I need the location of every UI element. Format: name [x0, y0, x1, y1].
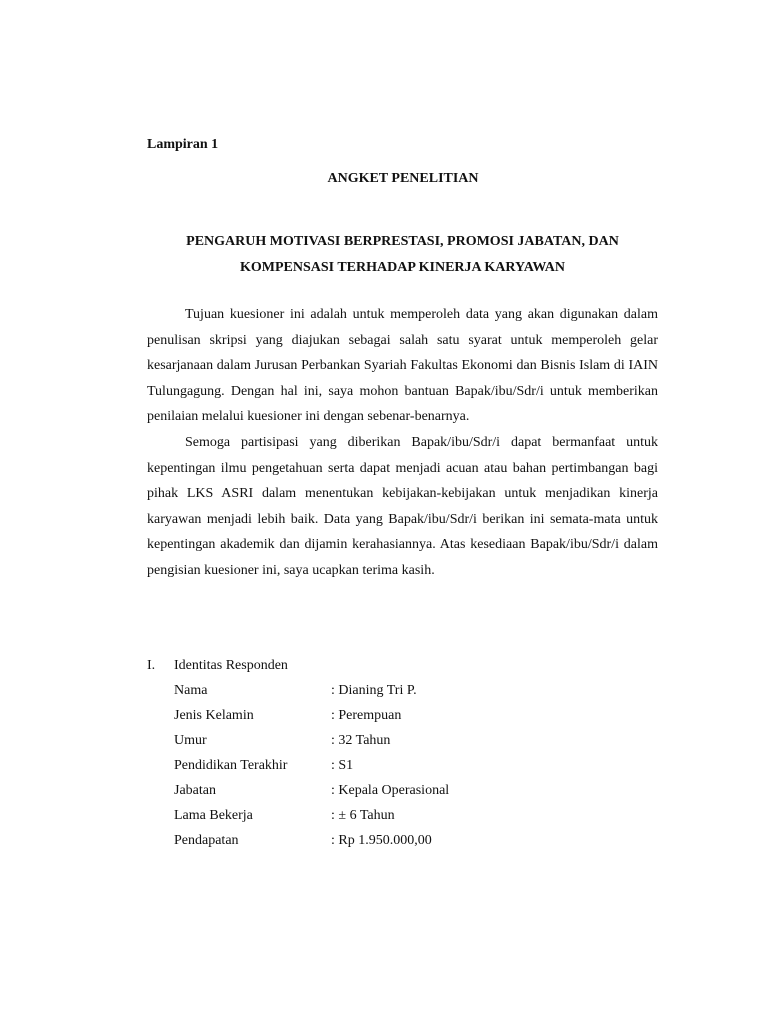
identity-value: : S1: [331, 758, 354, 773]
identity-label: Jabatan: [174, 783, 216, 798]
identity-value: : Kepala Operasional: [331, 783, 450, 798]
identity-list: [174, 681, 449, 856]
identity-label: Nama: [174, 683, 208, 698]
identity-label: Pendapatan: [174, 833, 239, 848]
identity-label: Lama Bekerja: [174, 808, 253, 823]
document-title: ANGKET PENELITIAN: [327, 171, 479, 186]
identity-value: : Rp 1.950.000,00: [331, 833, 432, 848]
research-title-line-2: KOMPENSASI TERHADAP KINERJA KARYAWAN: [239, 260, 566, 275]
identity-row-jabatan: [174, 781, 449, 806]
identity-row-pendapatan: [174, 831, 449, 856]
identity-value: : Dianing Tri P.: [331, 683, 417, 698]
research-title-line-1: PENGARUH MOTIVASI BERPRESTASI, PROMOSI JABATAN, DAN: [186, 234, 619, 249]
intro-paragraph-1: Tujuan kuesioner ini adalah untuk memperoleh data yang akan digunakan dalam penulisan skripsi yang diajukan sebagai salah satu syarat untuk memperoleh gelar kesarjanaan dalam Jurusan Perbankan Syariah Fakultas Ekonomi dan Bisnis Islam di IAIN Tulungagung. Dengan hal ini, saya mohon bantuan Bapak/ibu/Sdr/i untuk memberikan penilaian melalui kuesioner ini dengan sebenar-benarnya.: [147, 307, 658, 425]
identity-label: Pendidikan Terakhir: [174, 758, 288, 773]
identity-value: : ± 6 Tahun: [331, 808, 395, 823]
section-title: Identitas Responden: [174, 658, 288, 673]
section-header: [147, 656, 449, 681]
identity-value: : 32 Tahun: [331, 733, 391, 748]
intro-paragraph-2: Semoga partisipasi yang diberikan Bapak/ibu/Sdr/i dapat bermanfaat untuk kepentingan ilmu pengetahuan serta dapat menjadi acuan atau bahan pertimbangan bagi pihak LKS ASRI dalam menentukan kebijakan-kebijakan untuk menjadikan kinerja karyawan menjadi lebih baik. Data yang Bapak/ibu/Sdr/i berikan ini semata-mata untuk kepentingan akademik dan dijamin kerahasiannya. Atas kesediaan Bapak/ibu/Sdr/i dalam pengisian kuesioner ini, saya ucapkan terima kasih.: [147, 434, 658, 578]
identity-row-umur: [174, 731, 449, 756]
appendix-label: Lampiran 1: [147, 137, 219, 152]
identity-row-jenis-kelamin: [174, 706, 449, 731]
identity-label: Umur: [174, 733, 207, 748]
intro-text: [147, 302, 658, 584]
identity-row-lama-bekerja: [174, 806, 449, 831]
identity-row-pendidikan: [174, 756, 449, 781]
respondent-identity-section: [147, 656, 449, 856]
identity-value: : Perempuan: [331, 708, 402, 723]
section-number: I.: [147, 658, 156, 673]
identity-row-nama: [174, 681, 449, 706]
identity-label: Jenis Kelamin: [174, 708, 254, 723]
research-title: [147, 229, 658, 281]
